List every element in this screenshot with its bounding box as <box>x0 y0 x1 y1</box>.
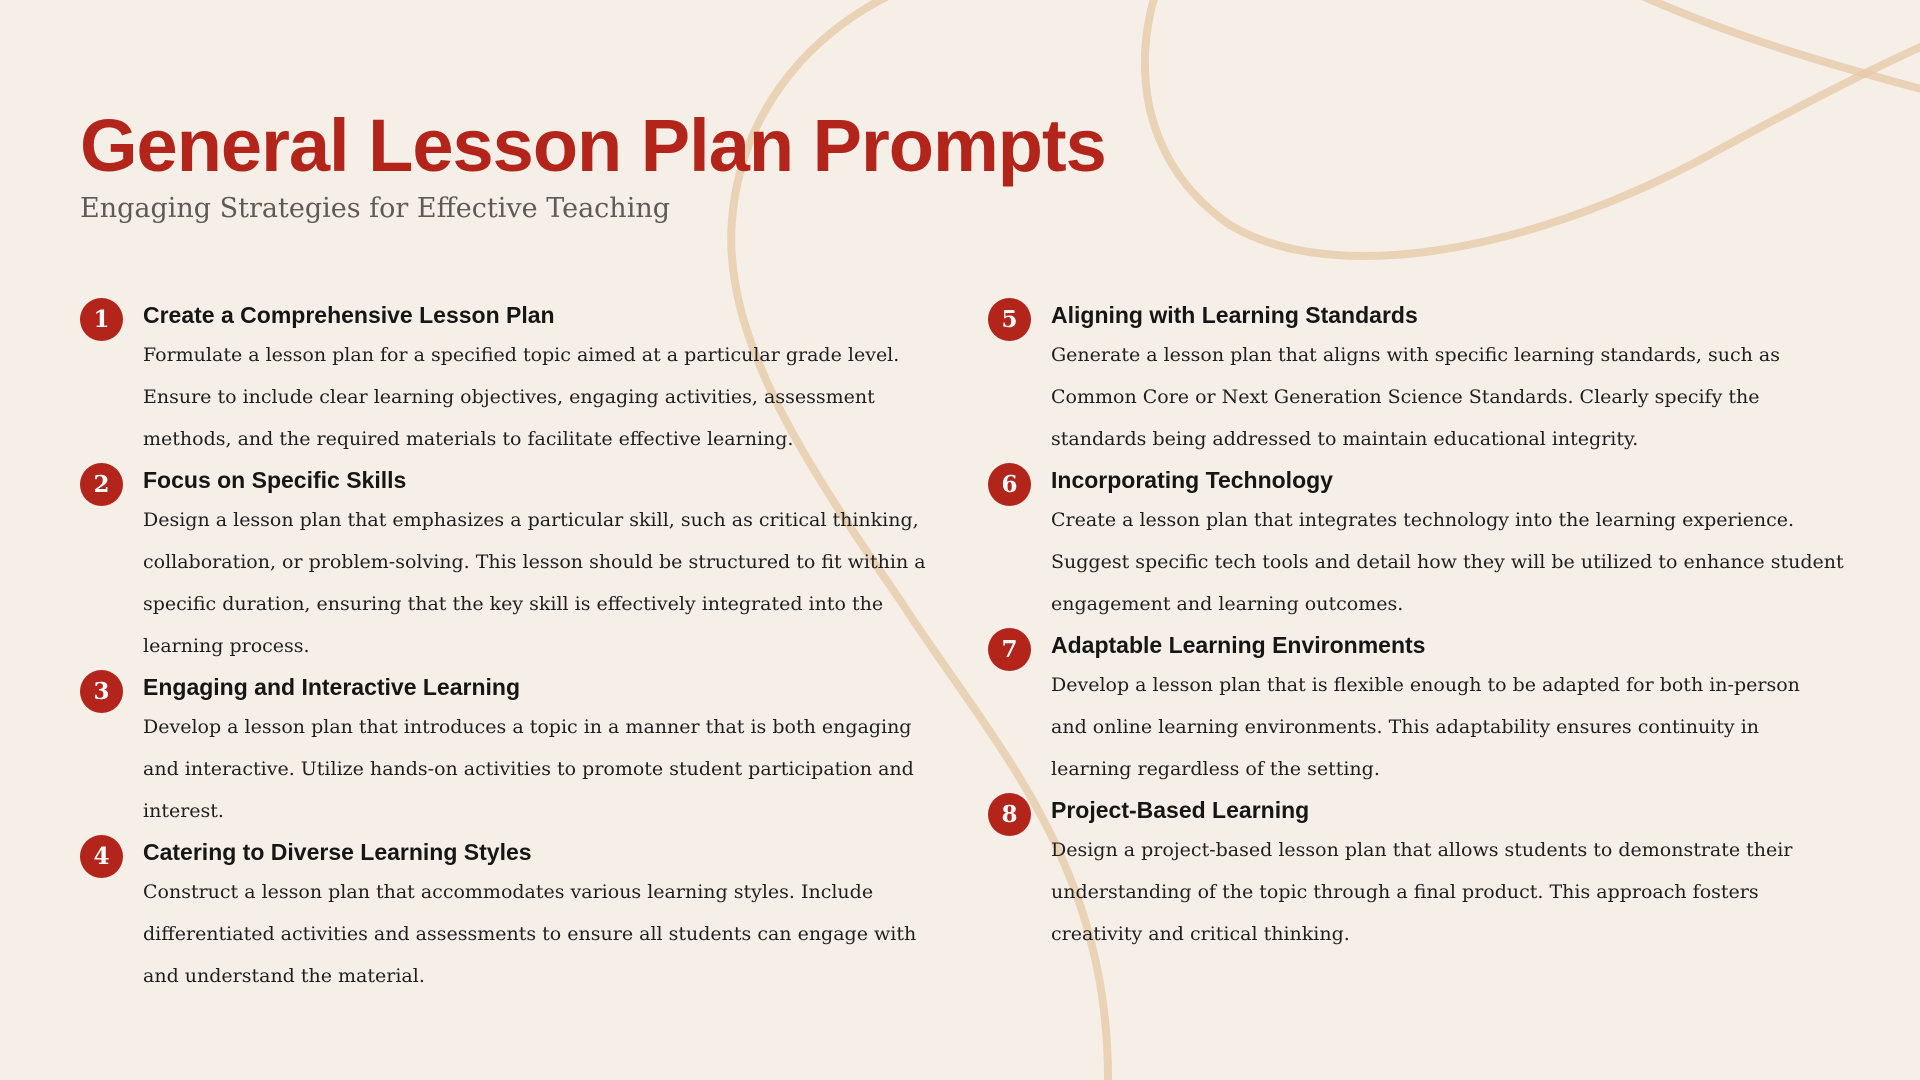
page-subtitle: Engaging Strategies for Effective Teaching <box>80 193 671 224</box>
prompt-description: Construct a lesson plan that accommodates various learning styles. Include differentiated activities and assessments to ensure all students can engage with and understand the material. <box>143 881 917 987</box>
prompt-description: Design a lesson plan that emphasizes a particular skill, such as critical thinking, collaboration, or problem-solving. This lesson should be structured to fit within a specific duration, ensuring that the key skill is effectively integrated into the learning process. <box>143 509 926 657</box>
prompt-description: Develop a lesson plan that introduces a topic in a manner that is both engaging and interactive. Utilize hands-on activities to promote student participation and interest. <box>143 716 914 822</box>
prompt-description: Design a project-based lesson plan that allows students to demonstrate their understanding of the topic through a final product. This approach fosters creativity and critical thinking. <box>1051 839 1793 945</box>
right-column <box>988 296 1848 956</box>
prompt-item-4 <box>80 833 917 997</box>
number-badge: 1 <box>80 298 123 341</box>
number-badge: 5 <box>988 298 1031 341</box>
prompt-title: Incorporating Technology <box>1051 467 1333 493</box>
prompt-description: Create a lesson plan that integrates technology into the learning experience. Suggest specific tech tools and detail how they will be utilized to enhance student engagement and learning outcomes. <box>1051 509 1844 615</box>
prompt-title: Adaptable Learning Environments <box>1051 632 1426 658</box>
number-badge: 3 <box>80 670 123 713</box>
number-badge: 4 <box>80 835 123 878</box>
prompt-item-1 <box>80 296 900 460</box>
prompt-title: Aligning with Learning Standards <box>1051 302 1418 328</box>
prompt-title: Catering to Diverse Learning Styles <box>143 839 532 865</box>
prompt-description: Develop a lesson plan that is flexible enough to be adapted for both in-person and online learning environments. This adaptability ensures continuity in learning regardless of the setting. <box>1051 674 1800 780</box>
number-badge: 7 <box>988 628 1031 671</box>
number-badge: 2 <box>80 463 123 506</box>
prompt-description: Generate a lesson plan that aligns with specific learning standards, such as Common Core or Next Generation Science Standards. Clearly specify the standards being addressed to maintain educational integrity. <box>1051 344 1780 450</box>
prompt-item-2 <box>80 461 926 667</box>
prompt-item-6 <box>988 461 1848 625</box>
number-badge: 8 <box>988 793 1031 836</box>
prompt-item-7 <box>988 626 1848 790</box>
prompt-title: Engaging and Interactive Learning <box>143 674 521 700</box>
prompt-title: Create a Comprehensive Lesson Plan <box>143 302 555 328</box>
prompt-item-3 <box>80 668 914 832</box>
prompt-description: Formulate a lesson plan for a specified topic aimed at a particular grade level. Ensure to include clear learning objectives, engaging activities, assessment methods, and the required materials to facilitate effective learning. <box>143 344 900 450</box>
number-badge: 6 <box>988 463 1031 506</box>
page-title: General Lesson Plan Prompts <box>80 104 1106 187</box>
prompt-title: Project-Based Learning <box>1051 797 1310 823</box>
prompt-title: Focus on Specific Skills <box>143 467 407 493</box>
prompt-item-5 <box>988 296 1848 460</box>
left-column <box>80 296 926 998</box>
prompt-item-8 <box>988 791 1848 955</box>
